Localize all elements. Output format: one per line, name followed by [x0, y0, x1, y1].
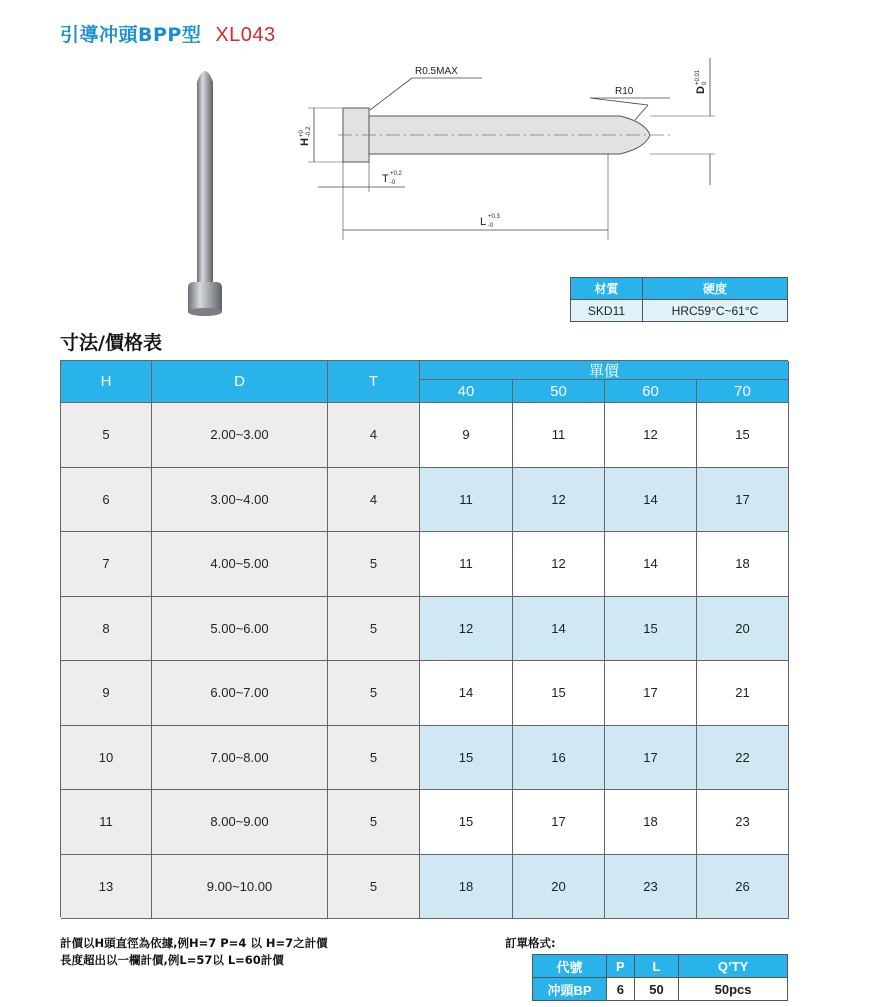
- cell-price: 12: [513, 532, 605, 597]
- hardness-value: HRC59°C~61°C: [643, 300, 788, 322]
- cell-h: 8: [61, 597, 152, 662]
- r-max-label: R0.5MAX: [415, 66, 458, 77]
- cell-price: 18: [697, 532, 789, 597]
- product-code: XL043: [215, 24, 276, 46]
- cell-price: 15: [697, 403, 789, 468]
- cell-h: 11: [61, 790, 152, 855]
- cell-d: 4.00~5.00: [152, 532, 328, 597]
- cell-price: 18: [420, 855, 513, 920]
- cell-price: 20: [513, 855, 605, 920]
- cell-t: 5: [328, 597, 420, 662]
- cell-price: 12: [420, 597, 513, 662]
- price-table: [60, 360, 788, 917]
- r10-label: R10: [615, 86, 634, 97]
- cell-d: 2.00~3.00: [152, 403, 328, 468]
- cell-t: 5: [328, 661, 420, 726]
- cell-price: 17: [605, 726, 697, 791]
- material-table: [570, 277, 788, 322]
- h-tol-top: +0: [299, 130, 305, 137]
- cell-price: 12: [513, 468, 605, 533]
- note-line: 長度超出以一欄計價,例L=57以 L=60計價: [60, 953, 284, 967]
- cell-price: 14: [605, 468, 697, 533]
- order-qty-value: 50pcs: [679, 978, 788, 1001]
- cell-price: 17: [513, 790, 605, 855]
- d-tol-top: +0.01: [695, 69, 701, 85]
- order-format-table: [532, 954, 788, 1001]
- cell-price: 11: [420, 468, 513, 533]
- cell-d: 3.00~4.00: [152, 468, 328, 533]
- d-tol-bot: 0: [702, 81, 708, 85]
- product-title: 引導冲頭BPP型: [60, 24, 202, 46]
- punch-photo: [170, 60, 240, 322]
- cell-price: 15: [420, 790, 513, 855]
- header-length: 60: [605, 380, 697, 403]
- cell-h: 7: [61, 532, 152, 597]
- cell-price: 15: [513, 661, 605, 726]
- header-length: 50: [513, 380, 605, 403]
- cell-h: 13: [61, 855, 152, 920]
- cell-price: 23: [697, 790, 789, 855]
- cell-price: 12: [605, 403, 697, 468]
- cell-price: 17: [605, 661, 697, 726]
- cell-h: 6: [61, 468, 152, 533]
- order-header-l: L: [634, 955, 678, 978]
- cell-d: 6.00~7.00: [152, 661, 328, 726]
- order-header-p: P: [607, 955, 635, 978]
- hardness-header: 硬度: [643, 278, 788, 300]
- cell-price: 18: [605, 790, 697, 855]
- order-l-value: 50: [634, 978, 678, 1001]
- cell-d: 5.00~6.00: [152, 597, 328, 662]
- order-p-value: 6: [607, 978, 635, 1001]
- cell-price: 23: [605, 855, 697, 920]
- h-tol-bot: -0.2: [306, 126, 312, 137]
- cell-t: 5: [328, 790, 420, 855]
- cell-h: 9: [61, 661, 152, 726]
- page-title: [60, 20, 276, 47]
- cell-price: 11: [513, 403, 605, 468]
- cell-price: 15: [420, 726, 513, 791]
- cell-price: 16: [513, 726, 605, 791]
- cell-price: 15: [605, 597, 697, 662]
- order-format-label: 訂單格式:: [505, 936, 556, 950]
- cell-price: 22: [697, 726, 789, 791]
- material-header: 材質: [571, 278, 643, 300]
- cell-price: 14: [513, 597, 605, 662]
- t-dim-label: T: [382, 173, 389, 185]
- h-dim-label: H: [299, 138, 311, 146]
- t-tol-bot: -0: [390, 180, 396, 186]
- note-line: 計價以H頭直徑為依據,例H=7 P=4 以 H=7之計價: [60, 936, 328, 950]
- cell-t: 5: [328, 532, 420, 597]
- cell-price: 14: [605, 532, 697, 597]
- header-d: D: [152, 361, 328, 403]
- order-code-value: 冲頭BP: [533, 978, 607, 1001]
- cell-price: 26: [697, 855, 789, 920]
- t-tol-top: +0.2: [390, 171, 402, 177]
- cell-price: 21: [697, 661, 789, 726]
- header-length: 40: [420, 380, 513, 403]
- pricing-notes: [60, 935, 328, 969]
- material-value: SKD11: [571, 300, 643, 322]
- header-length: 70: [697, 380, 789, 403]
- cell-price: 20: [697, 597, 789, 662]
- cell-t: 4: [328, 468, 420, 533]
- d-dim-label: D: [695, 86, 707, 94]
- cell-t: 5: [328, 726, 420, 791]
- technical-drawing: [290, 50, 730, 250]
- cell-d: 7.00~8.00: [152, 726, 328, 791]
- cell-h: 10: [61, 726, 152, 791]
- l-tol-top: +0.3: [488, 214, 500, 220]
- cell-d: 9.00~10.00: [152, 855, 328, 920]
- order-header-qty: Q’TY: [679, 955, 788, 978]
- cell-price: 14: [420, 661, 513, 726]
- l-tol-bot: -0: [488, 223, 494, 229]
- header-h: H: [61, 361, 152, 403]
- cell-t: 4: [328, 403, 420, 468]
- section-title: 寸法/價格表: [60, 332, 162, 354]
- header-t: T: [328, 361, 420, 403]
- cell-d: 8.00~9.00: [152, 790, 328, 855]
- l-dim-label: L: [480, 216, 487, 228]
- cell-price: 17: [697, 468, 789, 533]
- cell-t: 5: [328, 855, 420, 920]
- header-unit-price: 單價: [420, 361, 789, 380]
- cell-h: 5: [61, 403, 152, 468]
- order-header-code: 代號: [533, 955, 607, 978]
- cell-price: 11: [420, 532, 513, 597]
- cell-price: 9: [420, 403, 513, 468]
